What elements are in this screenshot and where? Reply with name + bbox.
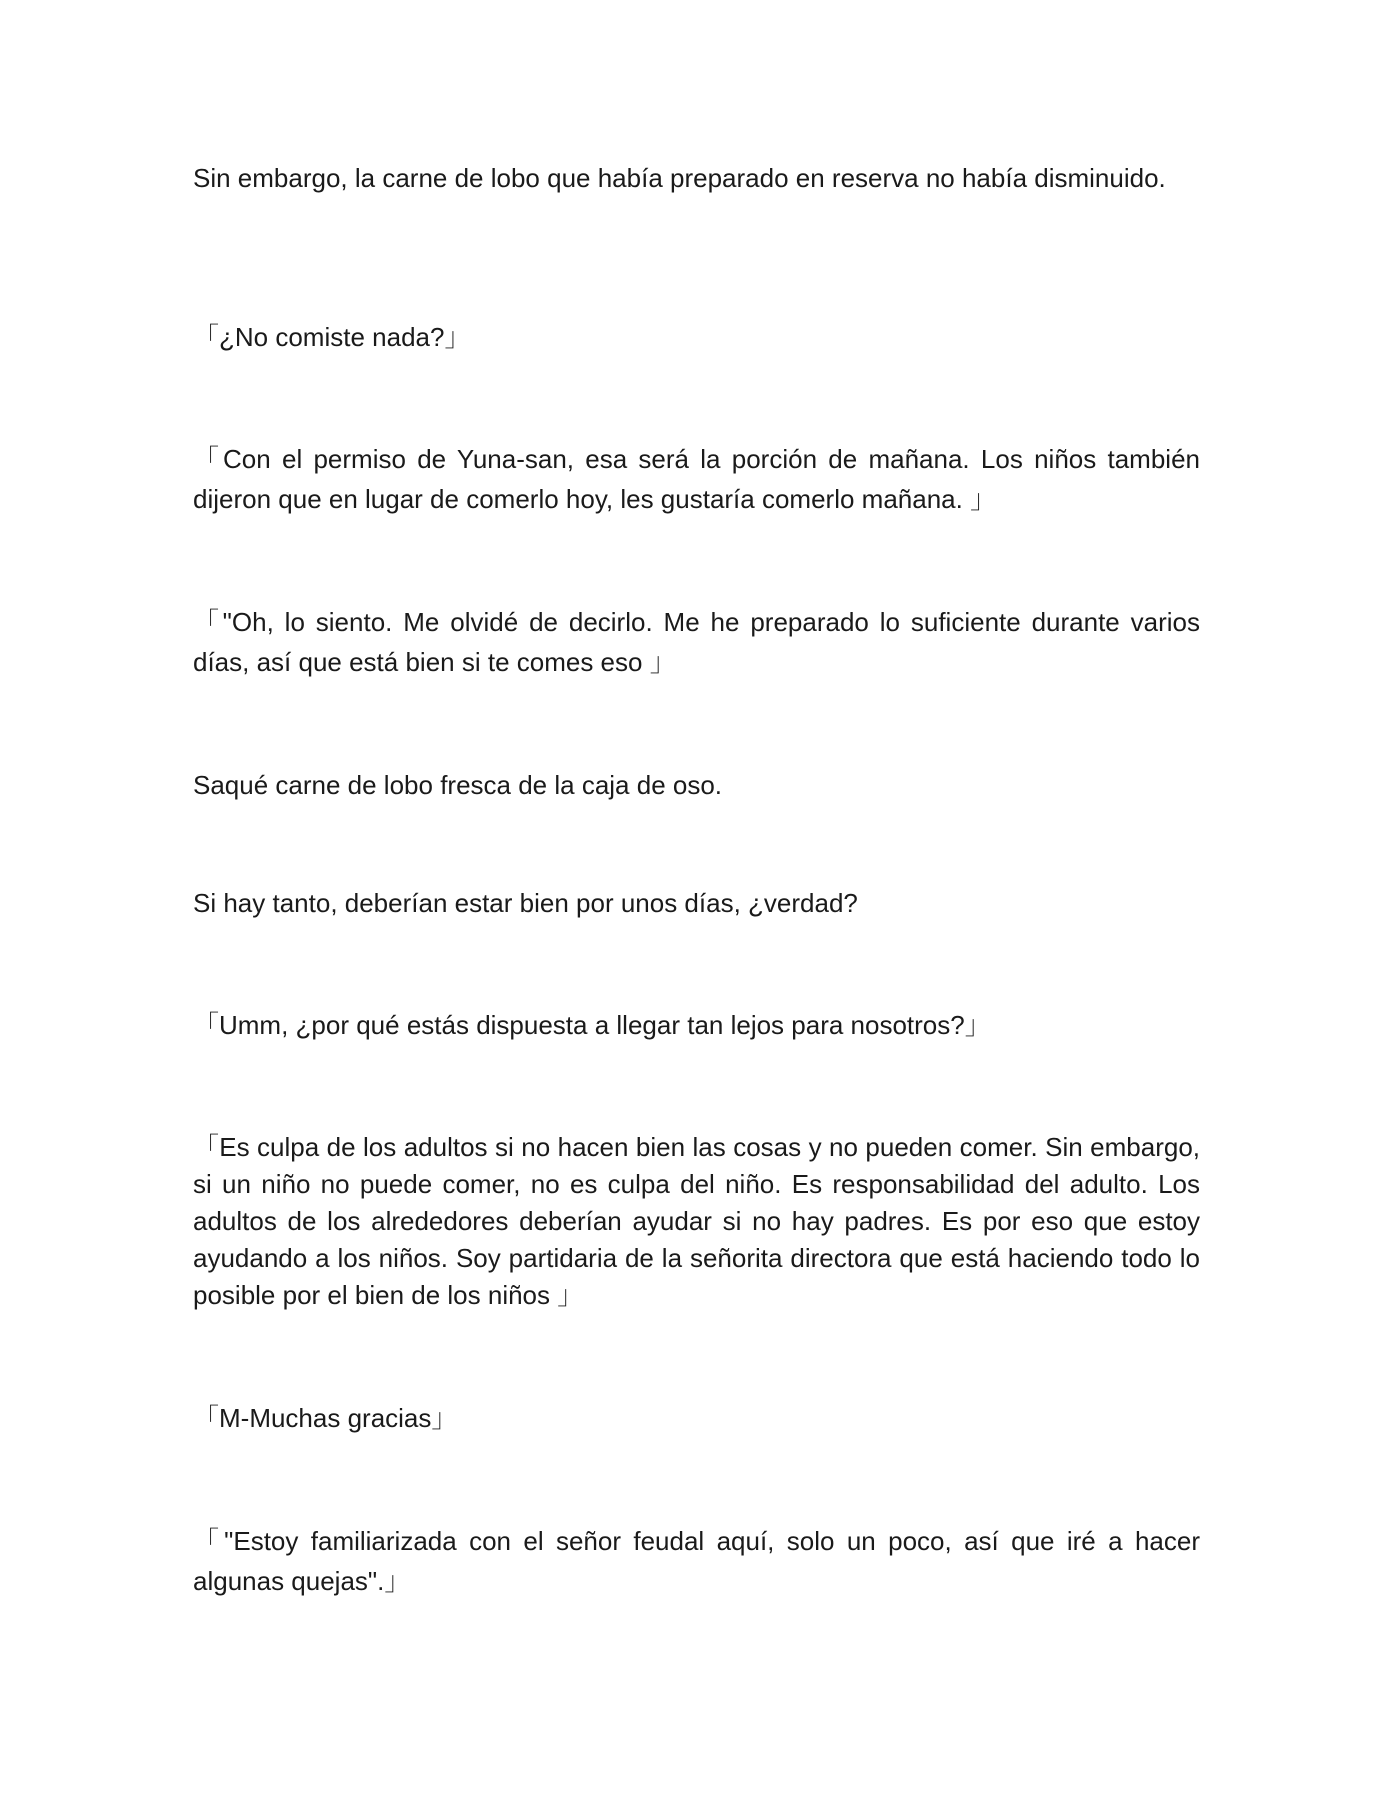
paragraph-3: 「Con el permiso de Yuna-san, esa será la porción de mañana. Los niños también dijeron que en lugar de comerlo hoy, les gustaría comerlo mañana. 」 [193, 444, 1200, 514]
paragraph-2: 「¿No comiste nada?」 [193, 322, 471, 352]
paragraph-4: 「"Oh, lo siento. Me olvidé de decirlo. Me he preparado lo suficiente durante varios días, así que está bien si te comes eso 」 [193, 607, 1200, 677]
paragraph-7: 「Umm, ¿por qué estás dispuesta a llegar tan lejos para nosotros?」 [193, 1010, 991, 1040]
paragraph-1: Sin embargo, la carne de lobo que había preparado en reserva no había disminuido. [193, 163, 1166, 193]
paragraph-5: Saqué carne de lobo fresca de la caja de oso. [193, 770, 723, 800]
paragraph-10: 「"Estoy familiarizada con el señor feudal aquí, solo un poco, así que iré a hacer algunas quejas".」 [193, 1526, 1200, 1596]
paragraph-9: 「M-Muchas gracias」 [193, 1403, 458, 1433]
paragraph-8: 「Es culpa de los adultos si no hacen bien las cosas y no pueden comer. Sin embargo, si un niño no puede comer, no es culpa del niño. Es responsabilidad del adulto. Los adultos de los alrededores deberían ayudar si no hay padres. Es por eso que estoy ayudando a los niños. Soy partidaria de la señorita directora que está haciendo todo lo posible por el bien de los niños 」 [193, 1132, 1200, 1310]
paragraph-6: Si hay tanto, deberían estar bien por unos días, ¿verdad? [193, 888, 858, 918]
